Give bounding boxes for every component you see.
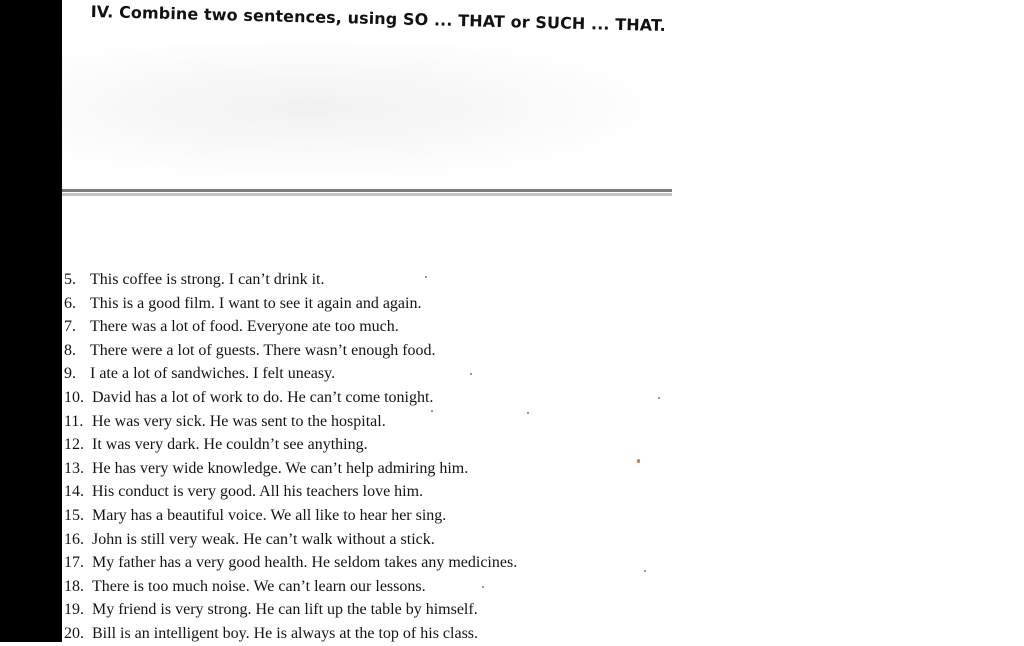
item-text: My father has a very good health. He seldom takes any medicines. [92,554,518,572]
item-text: There was a lot of food. Everyone ate too much. [90,318,399,336]
item-text: There is too much noise. We can’t learn our lessons. [92,577,426,595]
item-text: My friend is very strong. He can lift up the table by himself. [92,601,478,619]
item-text: This coffee is strong. I can’t drink it. [90,271,325,288]
exercise-item [64,528,517,552]
item-text: There were a lot of guests. There wasn’t enough food. [90,341,436,359]
item-number: 17. [64,554,84,572]
item-number: 14. [64,483,84,501]
item-number: 13. [64,459,84,477]
scan-speck [470,373,472,375]
exercise-item [64,315,517,339]
item-number: 20. [64,624,84,642]
exercise-heading: IV. Combine two sentences, using SO ... THAT or SUCH ... THAT. [90,2,667,36]
exercise-item [64,457,517,481]
exercise-item [64,410,517,434]
scan-speck [644,570,646,572]
item-text: Mary has a beautiful voice. We all like to hear her sing. [92,506,447,524]
scan-speck [425,276,427,278]
exercise-item [64,386,517,410]
item-text: It was very dark. He couldn’t see anything. [92,436,368,454]
left-black-margin [0,0,62,642]
item-text: He was very sick. He was sent to the hospital. [92,412,386,430]
scan-speck [527,412,529,414]
item-number: 6. [64,294,76,312]
item-text: This is a good film. I want to see it again and again. [90,294,422,312]
item-text: His conduct is very good. All his teachers love him. [92,483,424,501]
item-number: 18. [64,577,84,595]
item-number: 5. [64,271,76,288]
exercise-item [64,504,517,528]
section-divider [62,189,672,192]
exercise-item [64,292,517,316]
scan-speck [637,459,640,463]
item-text: I ate a lot of sandwiches. I felt uneasy. [90,365,336,383]
item-text: John is still very weak. He can’t walk without a stick. [92,530,435,548]
exercise-item [64,433,517,457]
exercise-item [64,339,517,363]
item-number: 9. [64,365,76,383]
item-number: 8. [64,341,76,359]
exercise-list [64,268,517,646]
item-text: Bill is an intelligent boy. He is always at the top of his class. [92,624,479,642]
faded-scan-area [62,45,682,185]
item-text: David has a lot of work to do. He can’t come tonight. [92,388,434,406]
item-number: 19. [64,601,84,619]
exercise-item [64,480,517,504]
exercise-item [64,575,517,599]
item-number: 15. [64,506,84,524]
scan-speck [658,397,660,399]
item-number: 16. [64,530,84,548]
item-number: 10. [64,388,84,406]
scan-speck [482,586,484,588]
exercise-item [64,362,517,386]
item-number: 7. [64,318,76,336]
exercise-item [64,598,517,622]
item-number: 11. [64,412,84,430]
exercise-item [64,551,517,575]
section-divider-shadow [62,193,672,196]
exercise-item [64,268,517,292]
item-text: He has very wide knowledge. We can’t help admiring him. [92,459,469,477]
item-number: 12. [64,436,84,454]
scan-speck [431,410,433,412]
